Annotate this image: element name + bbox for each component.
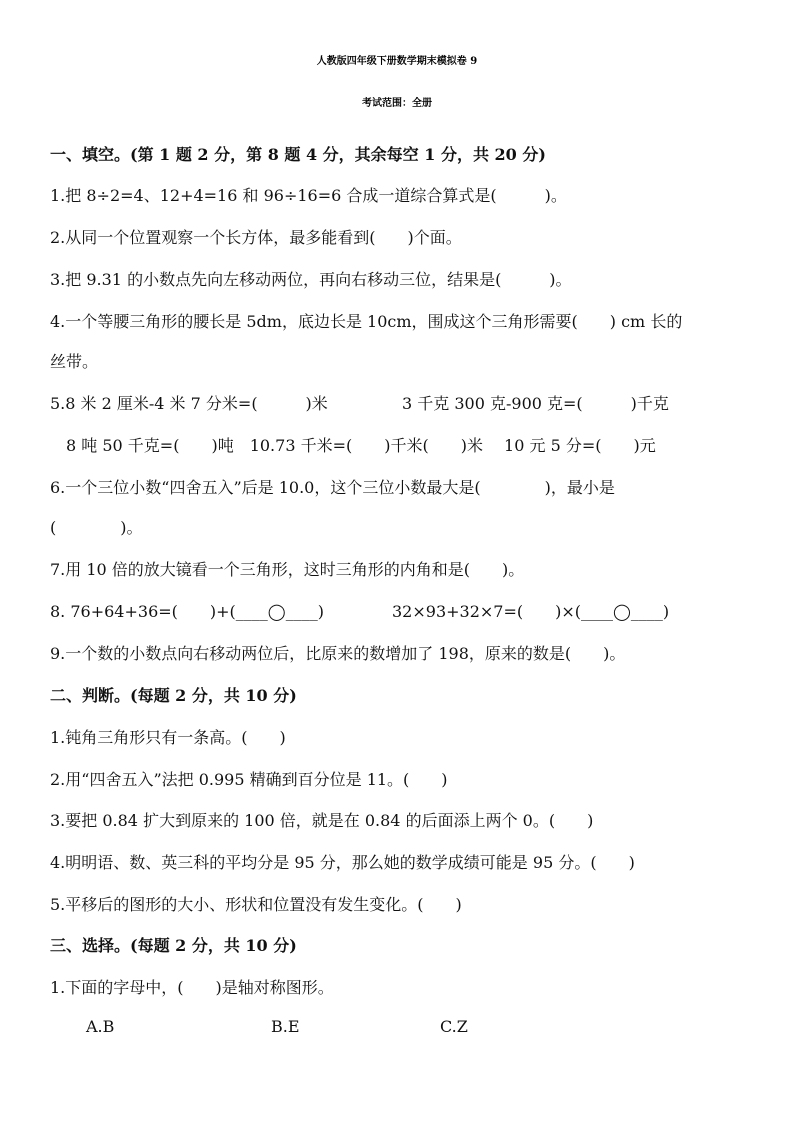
question-2-2: 2.用“四舍五入”法把 0.995 精确到百分位是 11。( ) (50, 770, 448, 789)
question-1-4-line-2: 丝带。 (50, 352, 99, 371)
section-1-heading: 一、填空。(第 1 题 2 分，第 8 题 4 分，其余每空 1 分，共 20 分) (50, 145, 546, 164)
option-c: C.Z (440, 1017, 468, 1036)
page-subtitle: 考试范围：全册 (362, 98, 432, 109)
question-1-8-part-2: 32×93+32×7=( )×(____◯____) (392, 602, 670, 621)
question-3-1: 1.下面的字母中，( )是轴对称图形。 (50, 978, 334, 997)
question-1-8-part-1: 8. 76+64+36=( )+(____◯____) (50, 602, 324, 621)
question-1-1: 1.把 8÷2=4、12+4=16 和 96÷16=6 合成一道综合算式是( )。 (50, 186, 567, 205)
question-2-1: 1.钝角三角形只有一条高。( ) (50, 728, 286, 747)
option-b: B.E (271, 1017, 300, 1036)
question-1-6-line-1: 6.一个三位小数“四舍五入”后是 10.0，这个三位小数最大是( )，最小是 (50, 478, 615, 497)
question-1-2: 2.从同一个位置观察一个长方体，最多能看到( )个面。 (50, 228, 462, 247)
question-1-9: 9.一个数的小数点向右移动两位后，比原来的数增加了 198，原来的数是( )。 (50, 644, 626, 663)
question-1-3: 3.把 9.31 的小数点先向左移动两位，再向右移动三位，结果是( )。 (50, 270, 572, 289)
question-1-6-line-2: ( )。 (50, 518, 143, 537)
option-a: A.B (86, 1017, 115, 1036)
page-title: 人教版四年级下册数学期末模拟卷 9 (316, 56, 478, 67)
section-2-heading: 二、判断。(每题 2 分，共 10 分) (50, 686, 297, 705)
question-1-5-part-2: 3 千克 300 克-900 克=( )千克 (402, 394, 669, 413)
question-1-7: 7.用 10 倍的放大镜看一个三角形，这时三角形的内角和是( )。 (50, 560, 525, 579)
question-2-3: 3.要把 0.84 扩大到原来的 100 倍，就是在 0.84 的后面添上两个 0。( ) (50, 811, 594, 830)
question-2-4: 4.明明语、数、英三科的平均分是 95 分，那么她的数学成绩可能是 95 分。( ) (50, 853, 635, 872)
question-1-4-line-1: 4.一个等腰三角形的腰长是 5dm，底边长是 10cm，围成这个三角形需要( ) cm 长的 (50, 312, 683, 331)
section-3-heading: 三、选择。(每题 2 分，共 10 分) (50, 936, 297, 955)
question-1-5-line-2: 8 吨 50 千克=( )吨 10.73 千米=( )千米( )米 10 元 5 分=( )元 (66, 436, 656, 455)
question-2-5: 5.平移后的图形的大小、形状和位置没有发生变化。( ) (50, 895, 462, 914)
question-1-5-part-1: 5.8 米 2 厘米-4 米 7 分米=( )米 (50, 394, 328, 413)
